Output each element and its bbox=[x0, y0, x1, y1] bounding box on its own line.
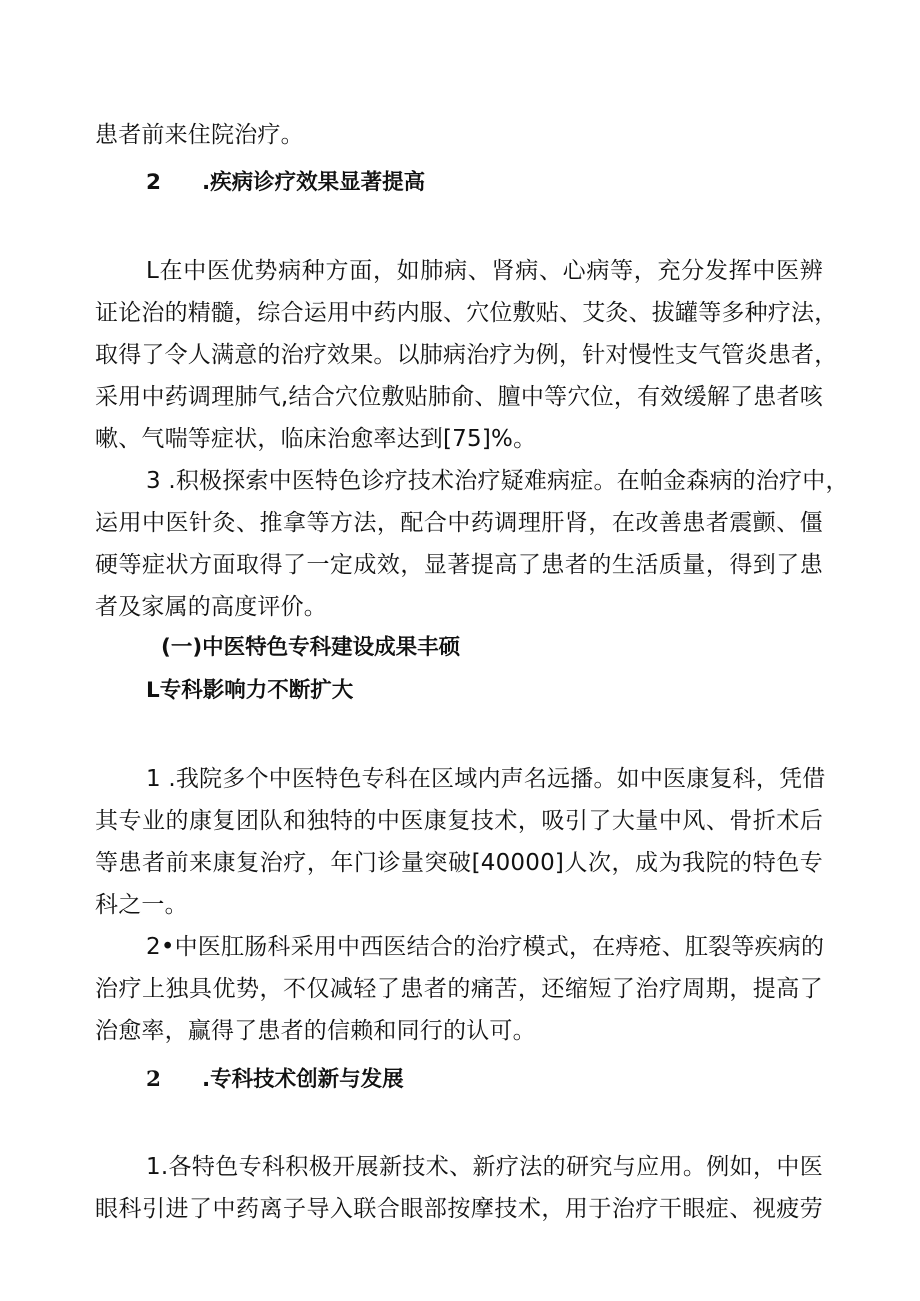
paragraph-line: L在中医优势病种方面，如肺病、肾病、心病等，充分发挥中医辨 bbox=[146, 258, 823, 284]
paragraph-line: 眼科引进了中药离子导入联合眼部按摩技术，用于治疗干眼症、视疲劳 bbox=[95, 1196, 823, 1222]
heading-number: 2 bbox=[146, 1067, 161, 1092]
paragraph-line: 其专业的康复团队和独特的中医康复技术，吸引了大量中风、骨折术后 bbox=[95, 808, 823, 834]
paragraph-line: 治疗上独具优势，不仅减轻了患者的痛苦，还缩短了治疗周期，提高了 bbox=[95, 976, 823, 1002]
section-heading: (一)中医特色专科建设成果丰硕 bbox=[161, 635, 461, 660]
paragraph-line: 2•中医肛肠科采用中西医结合的治疗模式，在痔疮、肛裂等疾病的 bbox=[146, 934, 825, 960]
paragraph-line: 采用中药调理肺气,结合穴位敷贴肺俞、膻中等穴位，有效缓解了患者咳 bbox=[95, 384, 823, 410]
heading-疾病诊疗效果显著提高: .疾病诊疗效果显著提高 bbox=[202, 170, 426, 195]
paragraph-line: 者及家属的高度评价。 bbox=[95, 594, 327, 620]
paragraph-line: 硬等症状方面取得了一定成效，显著提高了患者的生活质量，得到了患 bbox=[95, 552, 823, 578]
paragraph-line: 1 .我院多个中医特色专科在区域内声名远播。如中医康复科，凭借 bbox=[146, 766, 826, 792]
paragraph-line: 等患者前来康复治疗，年门诊量突破[40000]人次，成为我院的特色专 bbox=[95, 850, 823, 876]
paragraph-line: 运用中医针灸、推拿等方法，配合中药调理肝肾，在改善患者震颤、僵 bbox=[95, 510, 823, 536]
paragraph-line: 1.各特色专科积极开展新技术、新疗法的研究与应用。例如，中医 bbox=[146, 1154, 823, 1180]
paragraph-line: 科之一。 bbox=[95, 892, 188, 918]
paragraph-line: 患者前来住院治疗。 bbox=[95, 122, 304, 148]
paragraph-line: 3 .积极探索中医特色诊疗技术治疗疑难病症。在帕金森病的治疗中， bbox=[146, 468, 849, 494]
heading-专科技术创新与发展: .专科技术创新与发展 bbox=[202, 1067, 404, 1092]
paragraph-line: 证论治的精髓，综合运用中药内服、穴位敷贴、艾灸、拔罐等多种疗法， bbox=[95, 300, 838, 326]
paragraph-line: 取得了令人满意的治疗效果。以肺病治疗为例，针对慢性支气管炎患者， bbox=[95, 342, 838, 368]
heading-number: 2 bbox=[146, 170, 161, 195]
subsection-heading: L专科影响力不断扩大 bbox=[146, 678, 354, 703]
paragraph-line: 嗽、气喘等症状，临床治愈率达到[75]%。 bbox=[95, 426, 537, 452]
paragraph-line: 治愈率，赢得了患者的信赖和同行的认可。 bbox=[95, 1018, 536, 1044]
